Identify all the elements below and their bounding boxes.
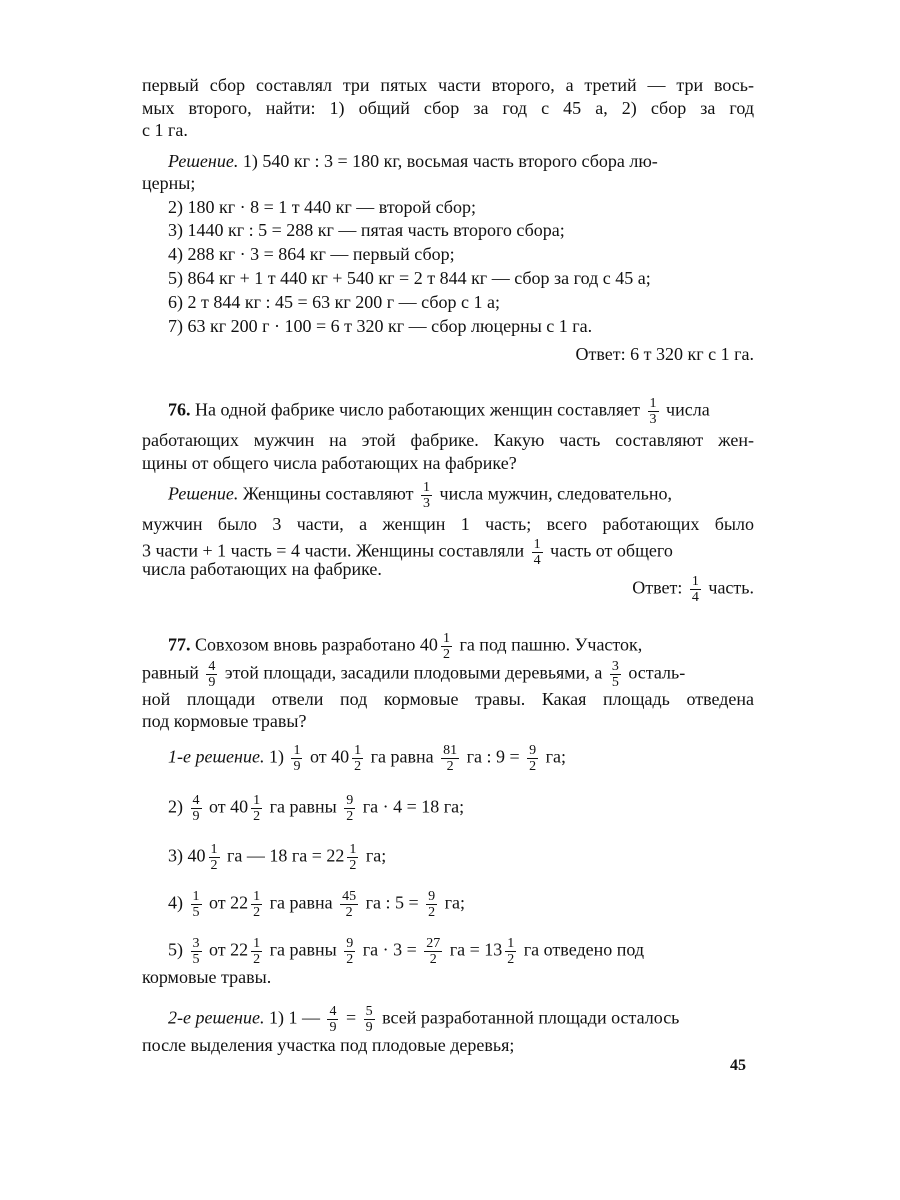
problem-number: 77. [168, 634, 191, 655]
problem-77-line: равный $\frac{4}{9}$ этой площади, засадили плодовыми деревьями, а $\frac{3}{5}$ осталь- [142, 659, 686, 690]
fraction: $\frac{3}{5}$ [611, 659, 619, 690]
solution-label: Решение. [168, 483, 239, 504]
solution-line: Решение. 1) 540 кг : 3 = 180 кг, восьмая часть второго сбора лю- [168, 151, 658, 171]
fraction: $\frac{81}{2}$ [443, 743, 458, 774]
solution-76-line: числа работающих на фабрике. [142, 559, 382, 579]
solution-1-step: 5) $\frac{3}{5}$ от 22 $\frac{1}{2}$ га равны $\frac{9}{2}$ га · 3 = $\frac{27}{2}$ га = 13 $\frac{1}{2}$ га отведено под [168, 936, 644, 967]
fraction: $\frac{1}{2}$ [253, 793, 261, 824]
solution-line: 3) 1440 кг : 5 = 288 кг — пятая часть второго сбора; [168, 220, 565, 240]
solution-line: 7) 63 кг 200 г · 100 = 6 т 320 кг — сбор люцерны с 1 га. [168, 316, 593, 336]
problem-number: 76. [168, 399, 191, 420]
page-number: 45 [730, 1057, 746, 1074]
solution-2-step: после выделения участка под плодовые деревья; [142, 1035, 515, 1055]
solution-label: 1-е решение. [168, 746, 265, 767]
solution-label: 2-е решение. [168, 1007, 265, 1028]
fraction: $\frac{9}{2}$ [346, 936, 354, 967]
fraction: $\frac{4}{9}$ [192, 793, 200, 824]
problem-76-line: щины от общего числа работающих на фабрике? [142, 453, 517, 473]
fraction: $\frac{27}{2}$ [426, 936, 441, 967]
problem-76-line: 76. На одной фабрике число работающих женщин составляет $\frac{1}{3}$ числа [168, 396, 710, 427]
fraction: $\frac{1}{3}$ [649, 396, 657, 427]
fraction: $\frac{1}{2}$ [253, 889, 261, 920]
fraction: $\frac{1}{4}$ [691, 574, 699, 605]
answer-76: Ответ: $\frac{1}{4}$ часть. [632, 574, 754, 605]
problem-76-line: работающих мужчин на этой фабрике. Какую часть составляют жен- [142, 430, 754, 450]
solution-76-line: 3 части + 1 часть = 4 части. Женщины составляли $\frac{1}{4}$ часть от общего [142, 537, 673, 568]
fraction: $\frac{9}{2}$ [529, 743, 537, 774]
problem-77-line: под кормовые травы? [142, 711, 307, 731]
solution-line: церны; [142, 173, 196, 193]
text-line: первый сбор составлял три пятых части второго, а третий — три вось- [142, 75, 754, 95]
fraction: $\frac{1}{2}$ [210, 842, 218, 873]
fraction: $\frac{4}{9}$ [329, 1004, 337, 1035]
solution-76-line: мужчин было 3 части, а женщин 1 часть; всего работающих было [142, 514, 754, 534]
answer-75: Ответ: 6 т 320 кг с 1 га. [575, 344, 754, 364]
fraction: $\frac{1}{2}$ [507, 936, 515, 967]
solution-1-step: 4) $\frac{1}{5}$ от 22 $\frac{1}{2}$ га равна $\frac{45}{2}$ га : 5 = $\frac{9}{2}$ га; [168, 889, 466, 920]
solution-line: 5) 864 кг + 1 т 440 кг + 540 кг = 2 т 844 кг — сбор за год с 45 а; [168, 268, 651, 288]
solution-1-step: 1-е решение. 1) $\frac{1}{9}$ от 40 $\frac{1}{2}$ га равна $\frac{81}{2}$ га : 9 = $\frac{9}{2}$ га; [168, 743, 566, 774]
fraction: $\frac{1}{5}$ [192, 889, 200, 920]
fraction: $\frac{5}{9}$ [365, 1004, 373, 1035]
problem-77-line: 77. Совхозом вновь разработано 40 $\frac{1}{2}$ га под пашню. Участок, [168, 631, 643, 662]
solution-2-step: 2-е решение. 1) 1 — $\frac{4}{9}$ = $\frac{5}{9}$ всей разработанной площади осталось [168, 1004, 680, 1035]
text-line: мых второго, найти: 1) общий сбор за год с 45 а, 2) сбор за год [142, 98, 754, 118]
solution-label: Решение. [168, 151, 239, 171]
fraction: $\frac{1}{4}$ [533, 537, 541, 568]
text-line: с 1 га. [142, 120, 188, 140]
fraction: $\frac{1}{2}$ [349, 842, 357, 873]
fraction: $\frac{45}{2}$ [342, 889, 357, 920]
fraction: $\frac{3}{5}$ [192, 936, 200, 967]
solution-line: 4) 288 кг · 3 = 864 кг — первый сбор; [168, 244, 455, 264]
fraction: $\frac{1}{2}$ [253, 936, 261, 967]
solution-1-step: 2) $\frac{4}{9}$ от 40 $\frac{1}{2}$ га равны $\frac{9}{2}$ га · 4 = 18 га; [168, 793, 465, 824]
fraction: $\frac{1}{2}$ [354, 743, 362, 774]
solution-76-line: Решение. Женщины составляют $\frac{1}{3}$ числа мужчин, следовательно, [168, 480, 672, 511]
fraction: $\frac{1}{3}$ [423, 480, 431, 511]
solution-1-step: 3) 40 $\frac{1}{2}$ га — 18 га = 22 $\frac{1}{2}$ га; [168, 842, 387, 873]
problem-77-line: ной площади отвели под кормовые травы. Какая площадь отведена [142, 689, 754, 709]
solution-line: 2) 180 кг · 8 = 1 т 440 кг — второй сбор; [168, 197, 476, 217]
fraction: $\frac{9}{2}$ [428, 889, 436, 920]
fraction: $\frac{9}{2}$ [346, 793, 354, 824]
fraction: $\frac{1}{2}$ [442, 631, 450, 662]
solution-line: 6) 2 т 844 кг : 45 = 63 кг 200 г — сбор с 1 а; [168, 292, 500, 312]
fraction: $\frac{4}{9}$ [208, 659, 216, 690]
solution-1-step: кормовые травы. [142, 967, 272, 987]
fraction: $\frac{1}{9}$ [293, 743, 301, 774]
